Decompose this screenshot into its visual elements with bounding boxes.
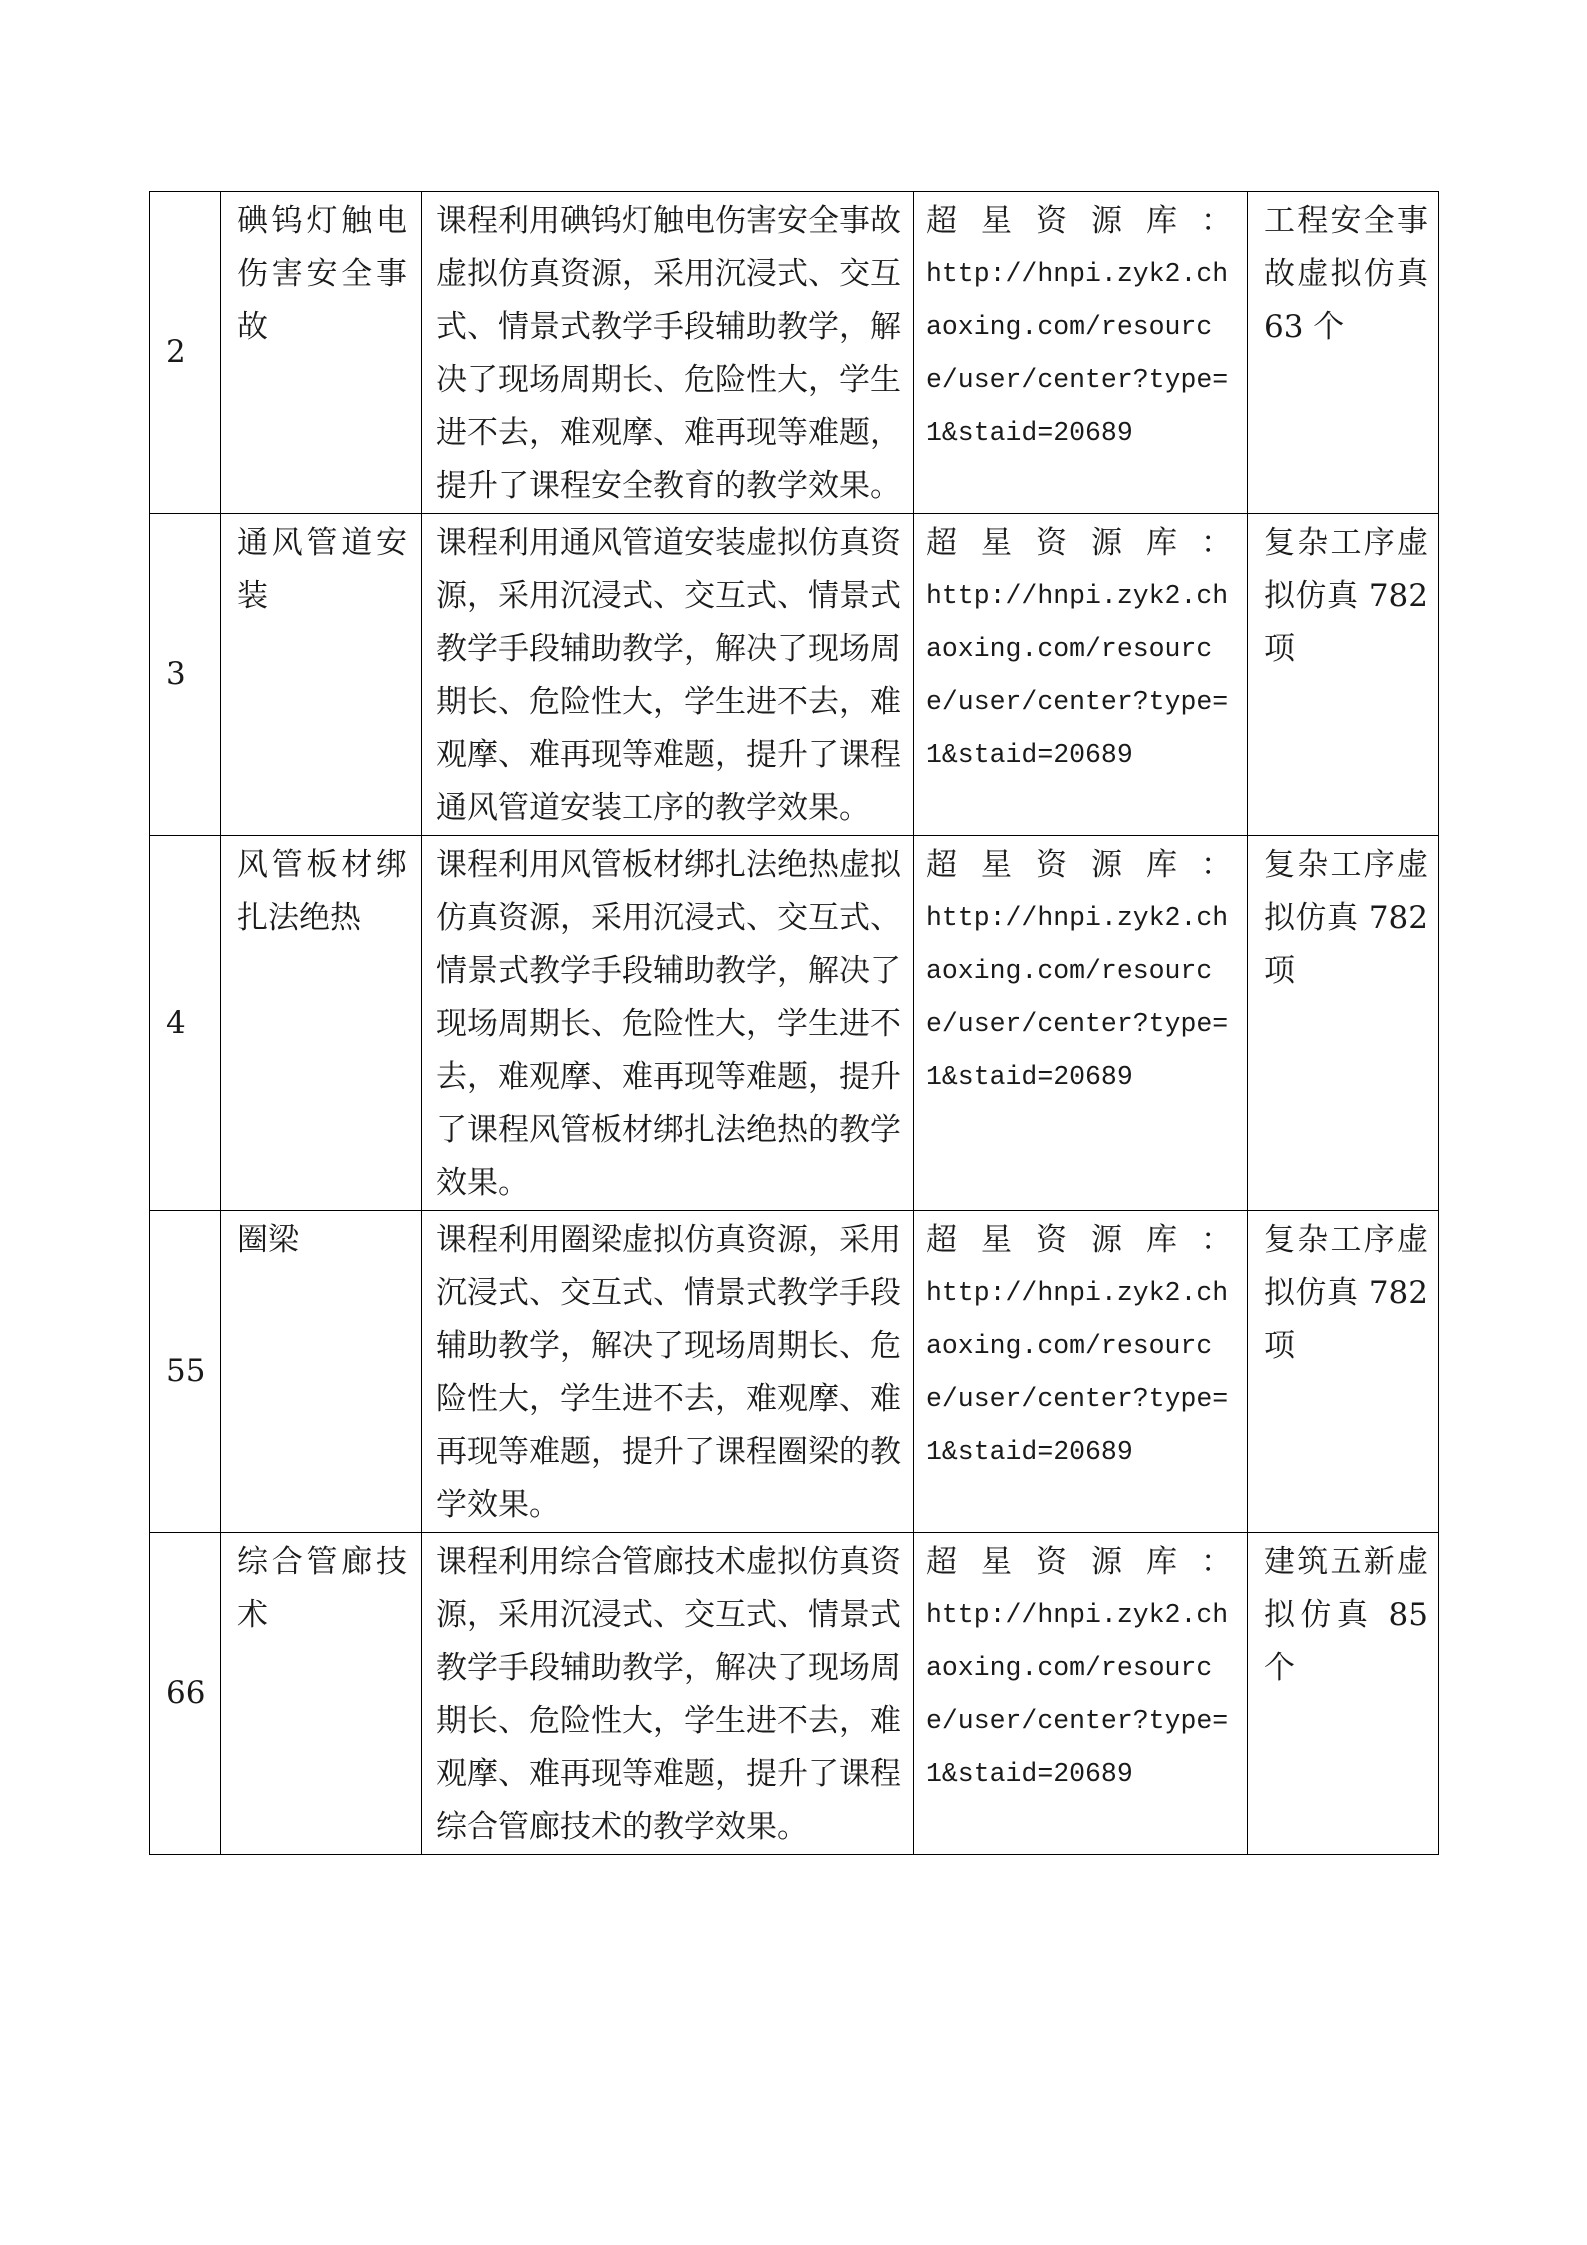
table-row — [150, 1533, 1439, 1855]
resource-description: 课程利用碘钨灯触电伤害安全事故虚拟仿真资源，采用沉浸式、交互式、情景式教学手段辅助教学，解决了现场周期长、危险性大，学生进不去，难观摩、难再现等难题，提升了课程安全教育的教学效果。 — [422, 192, 914, 514]
source-url: http://hnpi.zyk2.chaoxing.com/resource/user/center?type=1&staid=20689 — [926, 903, 1229, 1092]
source-label: 超星资源库： — [926, 1222, 1232, 1258]
resource-name: 碘钨灯触电伤害安全事故 — [221, 192, 422, 514]
source-url: http://hnpi.zyk2.chaoxing.com/resource/user/center?type=1&staid=20689 — [926, 581, 1229, 770]
source-url: http://hnpi.zyk2.chaoxing.com/resource/user/center?type=1&staid=20689 — [926, 259, 1229, 448]
source-label: 超星资源库： — [926, 203, 1232, 239]
row-number: 3 — [150, 514, 221, 836]
table-row — [150, 514, 1439, 836]
source-label: 超星资源库： — [926, 847, 1232, 883]
resource-description: 课程利用风管板材绑扎法绝热虚拟仿真资源，采用沉浸式、交互式、情景式教学手段辅助教学，解决了现场周期长、危险性大，学生进不去，难观摩、难再现等难题，提升了课程风管板材绑扎法绝热的教学效果。 — [422, 836, 914, 1211]
resource-note: 复杂工序虚拟仿真 782 项 — [1248, 1211, 1439, 1533]
resource-source — [914, 1533, 1248, 1855]
source-label: 超星资源库： — [926, 1544, 1232, 1580]
resource-name: 风管板材绑扎法绝热 — [221, 836, 422, 1211]
row-number: 55 — [150, 1211, 221, 1533]
resource-source — [914, 514, 1248, 836]
resource-source — [914, 1211, 1248, 1533]
resource-name: 通风管道安装 — [221, 514, 422, 836]
source-label: 超星资源库： — [926, 525, 1232, 561]
resource-note: 复杂工序虚拟仿真 782 项 — [1248, 514, 1439, 836]
resource-description: 课程利用通风管道安装虚拟仿真资源，采用沉浸式、交互式、情景式教学手段辅助教学，解决了现场周期长、危险性大，学生进不去，难观摩、难再现等难题，提升了课程通风管道安装工序的教学效果。 — [422, 514, 914, 836]
resource-note: 建筑五新虚拟仿真 85 个 — [1248, 1533, 1439, 1855]
resource-note: 复杂工序虚拟仿真 782 项 — [1248, 836, 1439, 1211]
row-number: 4 — [150, 836, 221, 1211]
resource-source — [914, 836, 1248, 1211]
resource-name: 圈梁 — [221, 1211, 422, 1533]
resource-name: 综合管廊技术 — [221, 1533, 422, 1855]
table-row — [150, 836, 1439, 1211]
source-url: http://hnpi.zyk2.chaoxing.com/resource/user/center?type=1&staid=20689 — [926, 1278, 1229, 1467]
resource-note: 工程安全事故虚拟仿真63 个 — [1248, 192, 1439, 514]
resource-description: 课程利用综合管廊技术虚拟仿真资源，采用沉浸式、交互式、情景式教学手段辅助教学，解决了现场周期长、危险性大，学生进不去，难观摩、难再现等难题，提升了课程综合管廊技术的教学效果。 — [422, 1533, 914, 1855]
resource-source — [914, 192, 1248, 514]
resource-description: 课程利用圈梁虚拟仿真资源，采用沉浸式、交互式、情景式教学手段辅助教学，解决了现场周期长、危险性大，学生进不去，难观摩、难再现等难题，提升了课程圈梁的教学效果。 — [422, 1211, 914, 1533]
source-url: http://hnpi.zyk2.chaoxing.com/resource/user/center?type=1&staid=20689 — [926, 1600, 1229, 1789]
table-row — [150, 1211, 1439, 1533]
row-number: 66 — [150, 1533, 221, 1855]
table-row — [150, 192, 1439, 514]
resource-table — [149, 191, 1439, 1855]
row-number: 2 — [150, 192, 221, 514]
